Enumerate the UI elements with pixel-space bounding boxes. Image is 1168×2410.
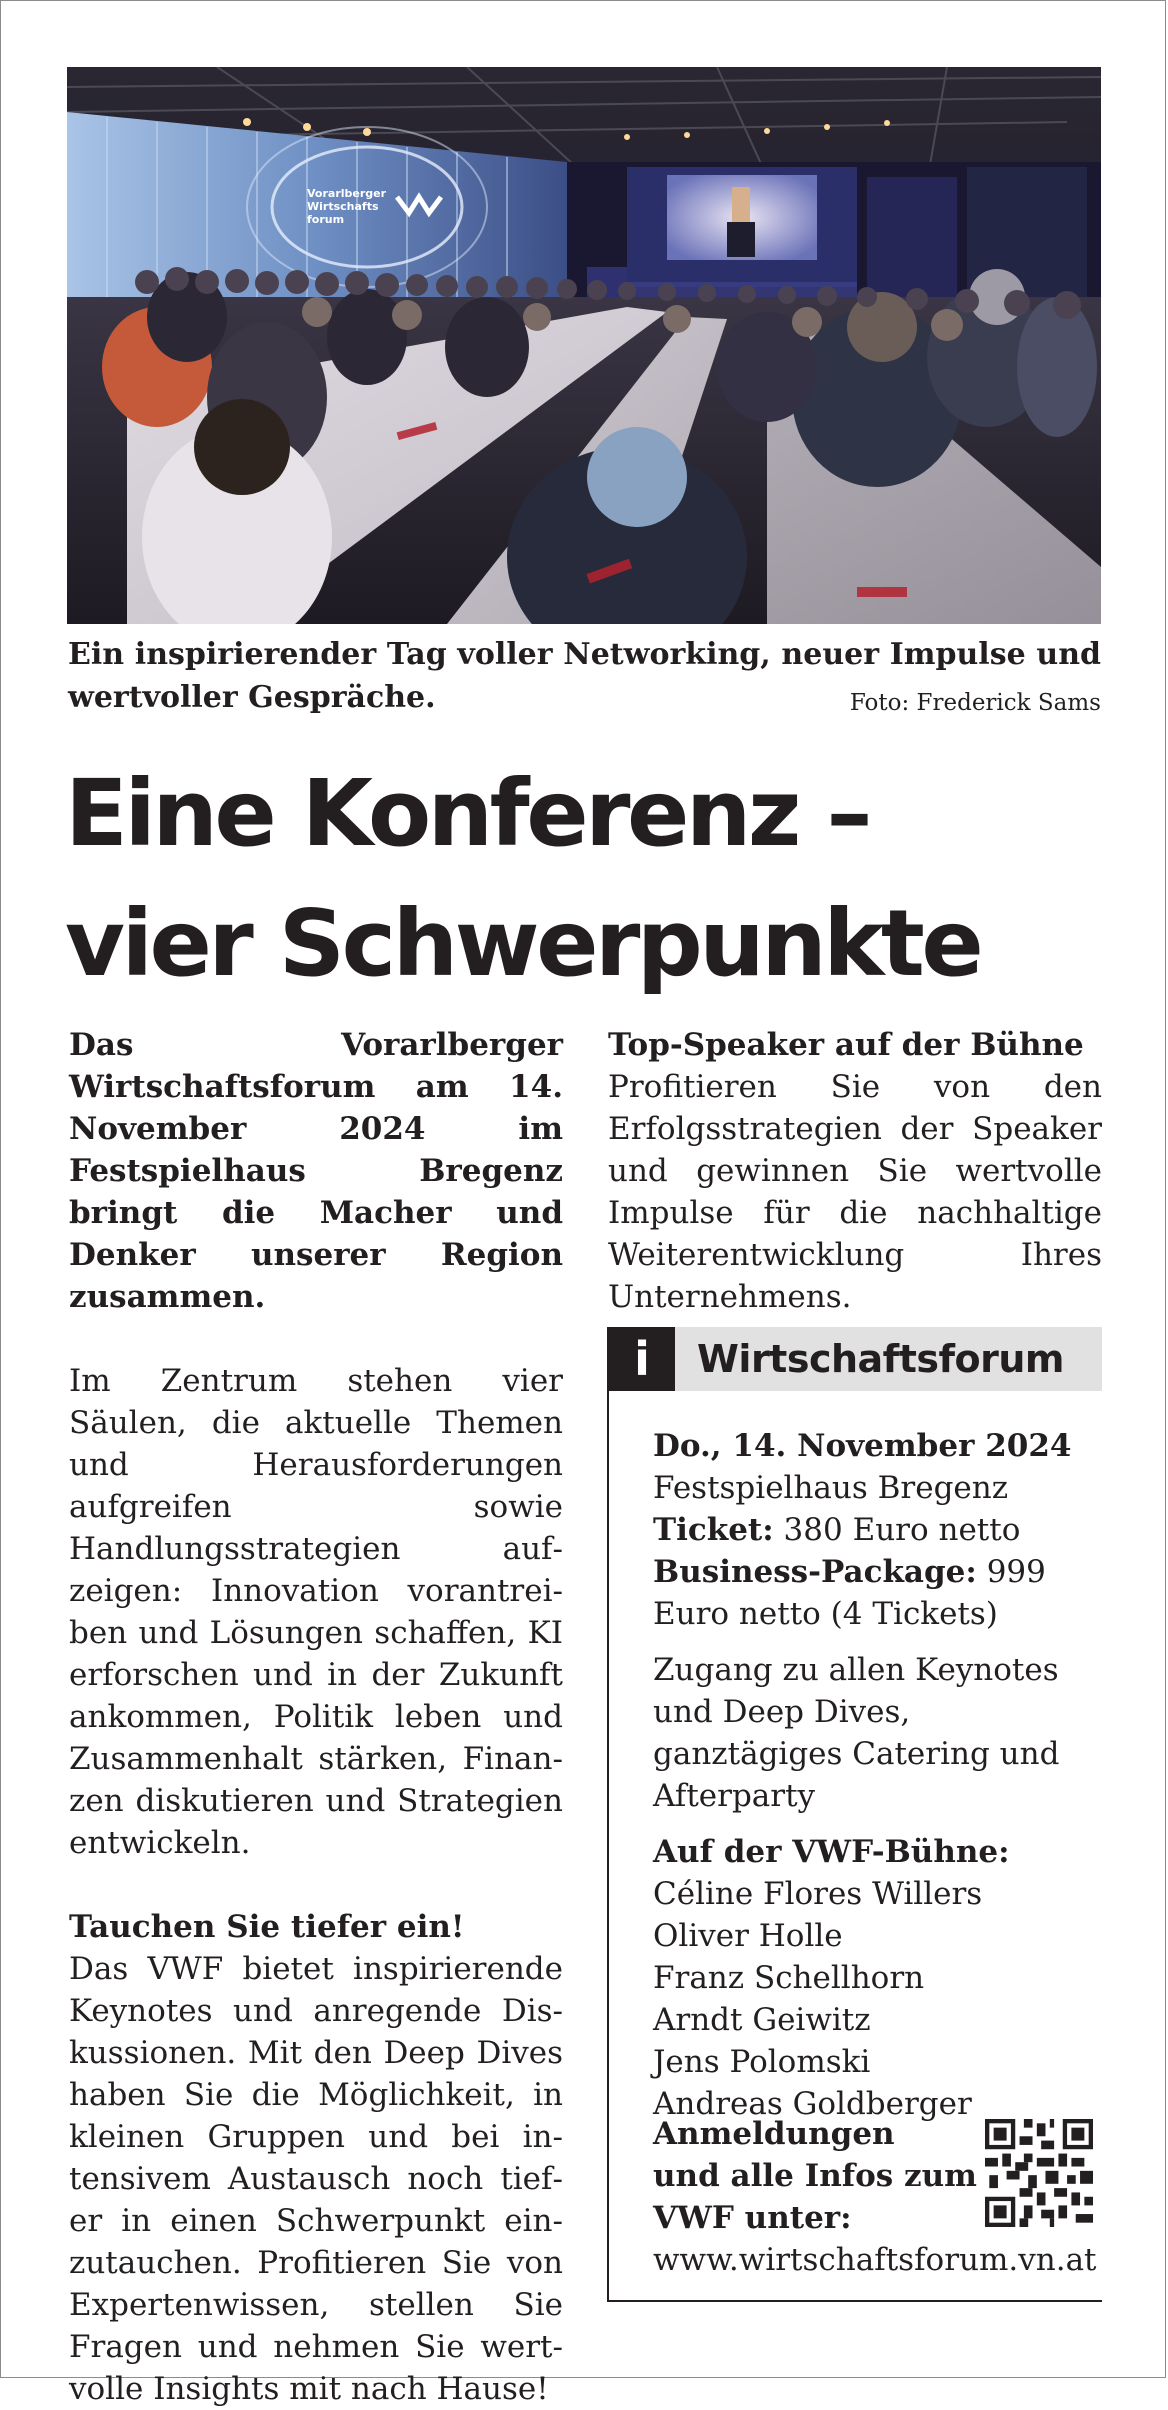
registration-line1: Anmeldungen [653,2116,895,2152]
lead-paragraph: Das Vorarlberger Wirtschaftsforum am 14. November 2024 im Festspielhaus Bregenz bringt die Macher und Denker unserer Region zusammen. [69,1027,563,1315]
event-venue: Festspielhaus Bregenz [653,1470,1009,1506]
info-box-title: Wirtschaftsforum [697,1337,1065,1381]
ticket-label: Ticket: [653,1512,774,1548]
headline [65,749,1125,1009]
qr-code-icon[interactable] [985,2119,1093,2227]
conference-hall-image [67,67,1101,624]
photo-caption [68,633,1101,725]
ticket-value: 380 Euro netto [773,1512,1021,1548]
caption-text: Ein inspirierender Tag voller Networking, neuer Impulse und wertvoller Gespräche. [68,637,1101,715]
speaker-paragraph: Profitieren Sie von den Erfolgsstrategien der Speaker und gewinnen Sie wertvolle Impulse für die nachhaltige Weiterentwicklung Ihres Unternehmens. [608,1069,1102,1315]
speaker-name: Franz Schellhorn [653,1960,925,1996]
deep-dive-paragraph: Das VWF bietet inspirierende Keynotes und anregende Diskussionen. Mit den Deep Dives haben Sie die Möglichkeit, in kleinen Gruppen und bei intensivem Austausch noch tiefer in einen Schwerpunkt einzutauchen. Profitieren Sie von Expertenwissen, stellen Sie Fragen und nehmen Sie wertvolle Insights mit nach Hause! [69,1951,563,2407]
deep-dive-subhead: Tauchen Sie tiefer ein! [69,1909,465,1945]
speaker-name: Oliver Holle [653,1918,843,1954]
conference-photo [67,67,1101,624]
right-column [608,1024,1102,1318]
stage-label: Auf der VWF-Bühne: [653,1834,1010,1870]
event-date: Do., 14. November 2024 [653,1428,1072,1464]
info-box [607,1327,1102,2302]
business-package-price [653,1551,1093,1635]
package-label: Business-Package: [653,1554,977,1590]
registration-line3: VWF unter: [653,2200,852,2236]
info-box-body [653,1425,1093,2125]
photo-credit: Foto: Frederick Sams [849,690,1101,716]
headline-line1: Eine Konferenz – [65,760,869,867]
website-link[interactable]: www.wirtschaftsforum.vn.at [653,2242,1097,2278]
info-icon: i [609,1327,675,1391]
pillars-paragraph: Im Zentrum stehen vier Säulen, die aktuelle Themen und Herausforderungen aufgreifen sowie Handlungsstrategien aufzeigen: Innovation vorantreiben und Lösungen schaffen, KI erforschen und in der Zukunft ankommen, Politik leben und Zusammenhalt stärken, Finanzen diskutieren und Strategien entwickeln. [69,1363,563,1861]
speaker-name: Céline Flores Willers [653,1876,983,1912]
headline-line2: vier Schwerpunkte [65,890,981,997]
info-box-header [609,1327,1102,1391]
speaker-subhead: Top-Speaker auf der Bühne [608,1027,1084,1063]
registration-line2: und alle Infos zum [653,2158,977,2194]
screen-logo-line1: Vorarlberger [307,187,387,200]
screen-logo-line2: Wirtschafts [307,200,379,213]
left-column [69,1024,563,2410]
screen-logo-line3: forum [307,213,345,226]
speaker-name: Andreas Goldberger [653,2086,972,2122]
speaker-name: Jens Polomski [653,2044,871,2080]
speaker-name: Arndt Geiwitz [653,2002,871,2038]
registration-block [653,2113,1097,2278]
ticket-price [653,1509,1093,1551]
package-value: 999 Euro netto (4 Tickets) [653,1554,1046,1632]
access-info: Zugang zu allen Keynotes und Deep Dives, ganztägiges Catering und Afterparty [653,1652,1060,1814]
